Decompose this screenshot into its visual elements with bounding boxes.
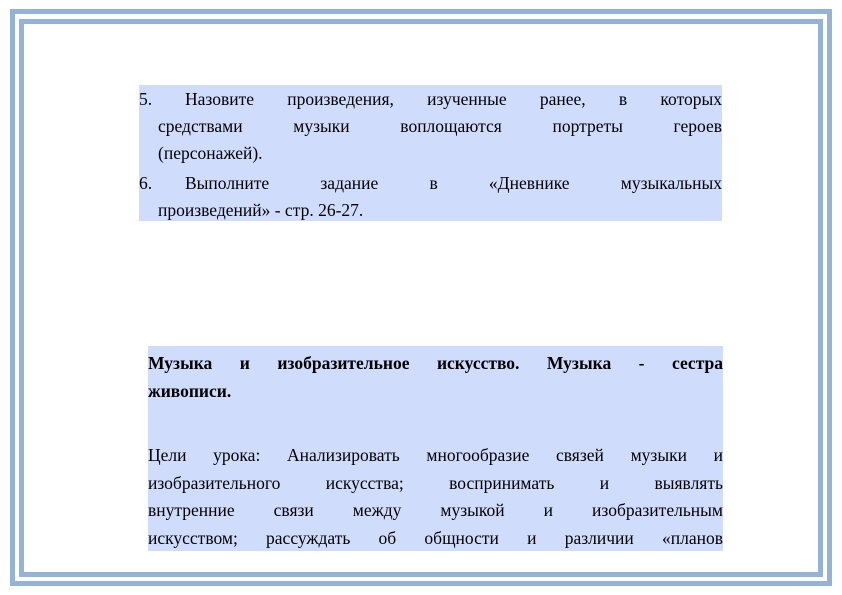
lesson-goals-line: Цели урока: Анализировать многообразие связей музыки и xyxy=(148,445,723,465)
list-item-text-line: Назовите произведения, изученные ранее, в которых xyxy=(185,89,722,109)
list-item-text-line: средствами музыки воплощаются портреты героев xyxy=(158,116,722,136)
lesson-goals xyxy=(148,442,723,551)
list-item-6 xyxy=(139,170,722,224)
lesson-goals-line: изобразительного искусства; воспринимать и выявлять xyxy=(148,472,723,493)
list-item-text-line: (персонажей). xyxy=(158,143,263,163)
lesson-title xyxy=(148,350,723,405)
assignment-list xyxy=(139,85,722,221)
lesson-goals-line: искусством; рассуждать об общности и различии «планов xyxy=(148,527,723,548)
lesson-title-line: живописи. xyxy=(148,380,232,401)
list-item-text-line: произведений» - стр. 26-27. xyxy=(158,200,364,220)
list-item-5 xyxy=(139,86,722,167)
lesson-title-line: Музыка и изобразительное искусство. Музыка - сестра xyxy=(148,353,723,373)
list-item-text-line: Выполните задание в «Дневнике музыкальных xyxy=(185,173,722,193)
list-item-number: 6. xyxy=(139,173,153,193)
lesson-goals-line: внутренние связи между музыкой и изобразительным xyxy=(148,500,723,520)
list-item-number: 5. xyxy=(139,89,153,109)
lesson-block xyxy=(148,346,723,551)
